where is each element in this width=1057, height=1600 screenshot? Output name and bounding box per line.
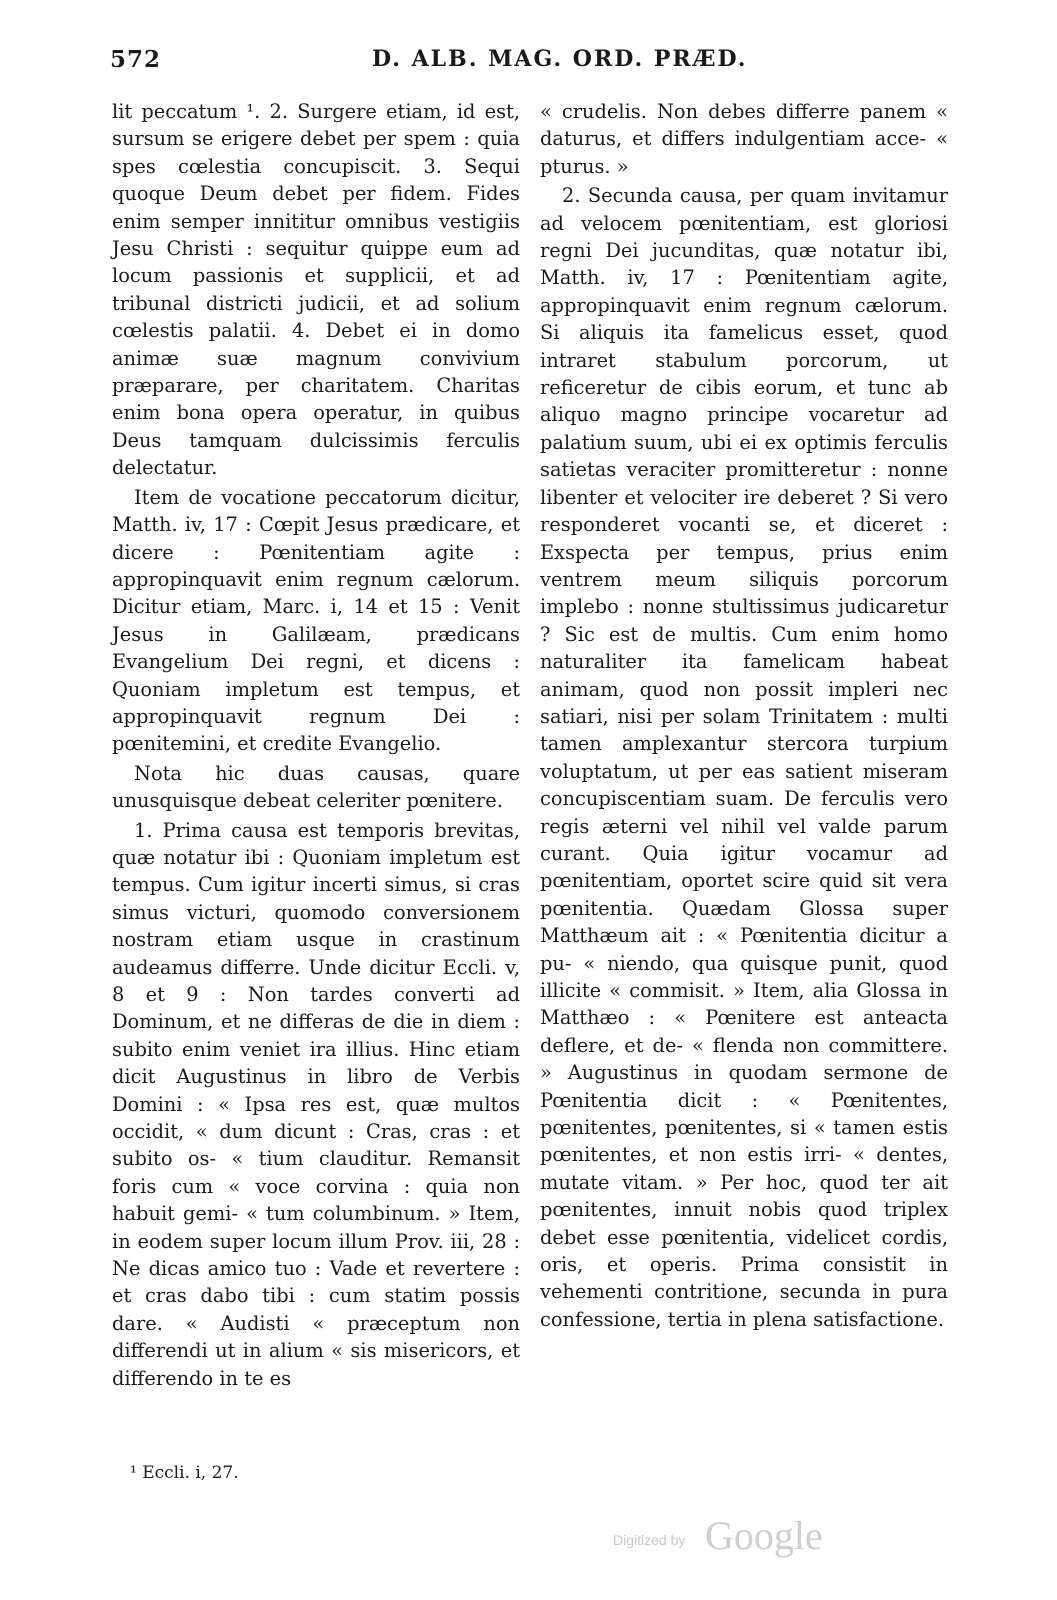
left-paragraph-2: Item de vocatione peccatorum dicitur, Matth. iv, 17 : Cœpit Jesus prædicare, et dicere : Pœnitentiam agite : appropinquavit enim regnum cælorum. Dicitur etiam, Marc. i, 14 et 15 : Venit Jesus in Galilæam, prædicans Evangelium Dei regni, et dicens : Quoniam impletum est tempus, et appropinquavit regnum Dei : pœnitemini, et credite Evangelio. [112,485,520,756]
google-logo: Google [705,1513,823,1558]
footnote: ¹ Eccli. i, 27. [130,1463,239,1483]
left-column [112,98,520,1392]
running-head: D. ALB. MAG. ORD. PRÆD. [372,46,748,72]
watermark-small-text: Digitized by [613,1532,686,1548]
digitized-watermark [613,1512,833,1562]
left-paragraph-1: lit peccatum ¹. 2. Surgere etiam, id est, sursum se erigere debet per spem : quia spes cœlestia concupiscit. 3. Sequi quoque Deum debet per fidem. Fides enim semper innititur omnibus vestigiis Jesu Christi : sequitur quippe eum ad locum passionis et supplicii, et ad tribunal districti judicii, et ad solium cœlestis palatii. 4. Debet ei in domo animæ suæ magnum convivium præparare, per charitatem. Charitas enim bona opera operatur, in quibus Deus tamquam dulcissimis ferculis delectatur. [112,100,520,480]
left-paragraph-4: 1. Prima causa est temporis brevitas, quæ notatur ibi : Quoniam impletum est tempus. Cum igitur incerti simus, si cras simus victuri, quomodo conversionem nostram etiam usque in crastinum audeamus differre. Unde dicitur Eccli. v, 8 et 9 : Non tardes converti ad Dominum, et ne differas de die in diem : subito enim veniet ira illius. Hinc etiam dicit Augustinus in libro de Verbis Domini : « Ipsa res est, quæ multos occidit, « dum dicunt : Cras, cras : et subito os- « tium clauditur. Remansit foris cum « voce corvina : quia non habuit gemi- « tum columbinum. » Item, in eodem super locum illum Prov. iii, 28 : Ne dicas amico tuo : Vade et revertere : et cras dabo tibi : cum statim possis dare. « Audisti « præceptum non differendi ut in alium « sis misericors, et differendo in te es [112,818,520,1390]
right-column [540,98,948,1333]
left-paragraph-3: Nota hic duas causas, quare unusquisque debeat celeriter pœnitere. [112,761,520,813]
page-number: 572 [110,46,162,73]
right-paragraph-1: « crudelis. Non debes differre panem « daturus, et differs indulgentiam acce- « pturus. » [540,100,948,178]
right-paragraph-2: 2. Secunda causa, per quam invitamur ad velocem pœnitentiam, est gloriosi regni Dei jucunditas, quæ notatur ibi, Matth. iv, 17 : Pœnitentiam agite, appropinquavit enim regnum cælorum. Si aliquis ita famelicus esset, quod intraret stabulum porcorum, ut reficeretur de cibis eorum, et tunc ab aliquo magno principe vocaretur ad palatium suum, ubi ei ex optimis ferculis satietas veraciter promitteretur : nonne libenter et velociter ire deberet ? Si vero responderet vocanti se, et diceret : Exspecta per tempus, prius enim ventrem meum siliquis porcorum implebo : nonne stultissimus judicaretur ? Sic est de multis. Cum enim homo naturaliter ita famelicam habeat animam, quod non possit impleri nec satiari, nisi per solam Trinitatem : multi tamen amplexantur stercora turpium voluptatum, ut per eas satient miseram concupiscentiam suam. De ferculis vero regis æterni vel nihil vel valde parum curant. Quia igitur vocamur ad pœnitentiam, oportet scire quid sit vera pœnitentia. Quædam Glossa super Matthæum ait : « Pœnitentia dicitur a pu- « niendo, qua quisque punit, quod illicite « commisit. » Item, alia Glossa in Matthæo : « Pœnitere est anteacta deflere, et de- « flenda non committere. » Augustinus in quodam sermone de Pœnitentia dicit : « Pœnitentes, pœnitentes, pœnitentes, si « tamen estis pœnitentes, et non estis irri- « dentes, mutate vitam. » Per hoc, quod ter ait pœnitentes, innuit nobis quod triplex debet esse pœnitentia, videlicet cordis, oris, et operis. Prima consistit in vehementi contritione, secunda in pura confessione, tertia in plena satisfactione. [540,184,948,1331]
page-header [110,46,950,86]
